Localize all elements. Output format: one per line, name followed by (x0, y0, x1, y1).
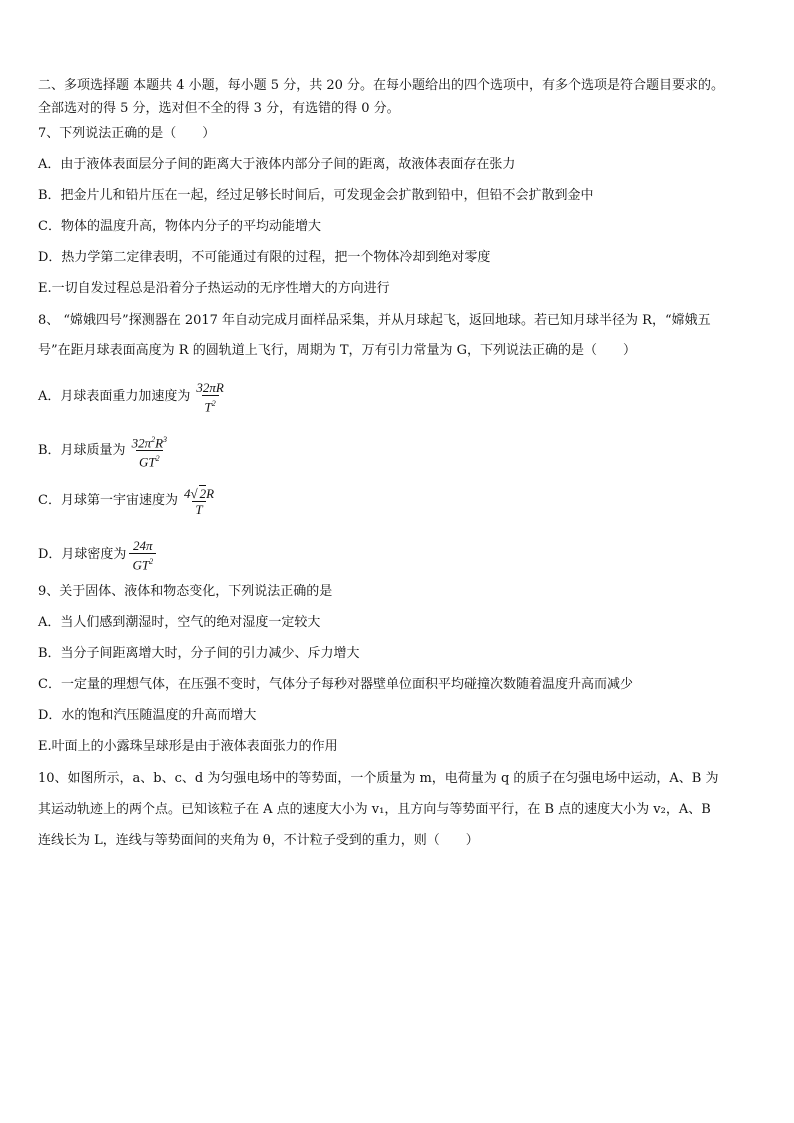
q8-option-b-fraction (129, 432, 170, 470)
q8-option-c-label: C．月球第一宇宙速度为 (38, 493, 178, 508)
den-exponent: 2 (211, 399, 216, 408)
sqrt-radicand: 2 (199, 486, 207, 501)
fraction-denominator (136, 450, 163, 469)
q9-option-b: B．当分子间距离增大时，分子间的引力减少、斥力增大 (38, 646, 360, 661)
q9-option-c: C．一定量的理想气体，在压强不变时，气体分子每秒对器壁单位面积平均碰撞次数随着温度升高而减少 (38, 677, 633, 692)
section-heading-line-2: 全部选对的得 5 分，选对但不全的得 3 分，有选错的得 0 分。 (38, 101, 400, 116)
q7-option-d: D．热力学第二定律表明，不可能通过有限的过程，把一个物体冷却到绝对零度 (38, 250, 491, 265)
den-exponent: 2 (149, 557, 154, 566)
fraction-numerator (181, 485, 217, 501)
q7-option-c: C．物体的温度升高，物体内分子的平均动能增大 (38, 219, 321, 234)
fraction-denominator: T (192, 501, 205, 517)
fraction-denominator (129, 553, 156, 572)
q10-stem-line-2: 其运动轨迹上的两个点。已知该粒子在 A 点的速度大小为 v₁，且方向与等势面平行，在 B 点的速度大小为 v₂，A、B (38, 802, 711, 817)
q8-option-b (38, 432, 764, 470)
q8-option-b-label: B．月球质量为 (38, 442, 126, 458)
q7-option-e: E.一切自发过程总是沿着分子热运动的无序性增大的方向进行 (38, 281, 390, 296)
num-exponent-2: 3 (163, 435, 168, 444)
q8-option-d-fraction (129, 538, 156, 572)
den-exponent: 2 (155, 454, 160, 464)
q8-stem-line-2: 号”在距月球表面高度为 R 的圆轨道上飞行，周期为 T，万有引力常量为 G，下列说法正确的是（ ） (38, 343, 637, 358)
q8-option-c-fraction (181, 485, 217, 517)
q9-option-d: D．水的饱和汽压随温度的升高而增大 (38, 708, 257, 723)
q9-option-a: A．当人们感到潮湿时，空气的绝对湿度一定较大 (38, 615, 321, 630)
q9-option-e: E.叶面上的小露珠呈球形是由于液体表面张力的作用 (38, 739, 338, 754)
q8-option-c (38, 485, 764, 517)
q8-stem-line-1: 8、 “嫦娥四号”探测器在 2017 年自动完成月面样品采集，并从月球起飞，返回地球。若已知月球半径为 R，“嫦娥五 (38, 313, 711, 328)
den-base: GT (138, 454, 156, 470)
section-heading-line-1: 二、多项选择题 本题共 4 小题，每小题 5 分，共 20 分。在每小题给出的四个选项中，有多个选项是符合题目要求的。 (38, 78, 725, 93)
den-base: T (204, 399, 212, 415)
sqrt-sign-icon: √ (190, 486, 198, 501)
num-part-a: 32π (131, 435, 152, 451)
q8-option-d (38, 538, 764, 572)
num-part-b: R (155, 435, 164, 451)
q8-option-a-label: A．月球表面重力加速度为 (38, 389, 191, 405)
q10-stem-line-3: 连线长为 L，连线与等势面间的夹角为 θ，不计粒子受到的重力，则（ ） (38, 833, 479, 848)
q10-stem-line-1: 10、如图所示，a、b、c、d 为匀强电场中的等势面，一个质量为 m，电荷量为 q 的质子在匀强电场中运动，A、B 为 (38, 771, 719, 786)
q7-option-b: B．把金片儿和铅片压在一起，经过足够长时间后，可发现金会扩散到铅中，但铅不会扩散到金中 (38, 188, 594, 203)
num-exponent-1: 2 (151, 435, 156, 444)
q7-option-a: A．由于液体表面层分子间的距离大于液体内部分子间的距离，故液体表面存在张力 (38, 157, 516, 172)
q7-stem: 7、下列说法正确的是（ ） (38, 126, 216, 141)
q8-option-d-label: D．月球密度为 (38, 547, 127, 563)
fraction-numerator: 24π (132, 538, 153, 553)
fraction-denominator (202, 395, 219, 414)
fraction-numerator (129, 432, 170, 450)
num-coefficient: 4 (183, 486, 191, 501)
q8-option-a-fraction (193, 380, 226, 414)
fraction-numerator: 32πR (196, 380, 224, 395)
num-variable: R (206, 486, 215, 501)
q8-option-a (38, 380, 764, 414)
q9-stem: 9、关于固体、液体和物态变化，下列说法正确的是 (38, 584, 333, 599)
den-base: GT (132, 557, 150, 573)
